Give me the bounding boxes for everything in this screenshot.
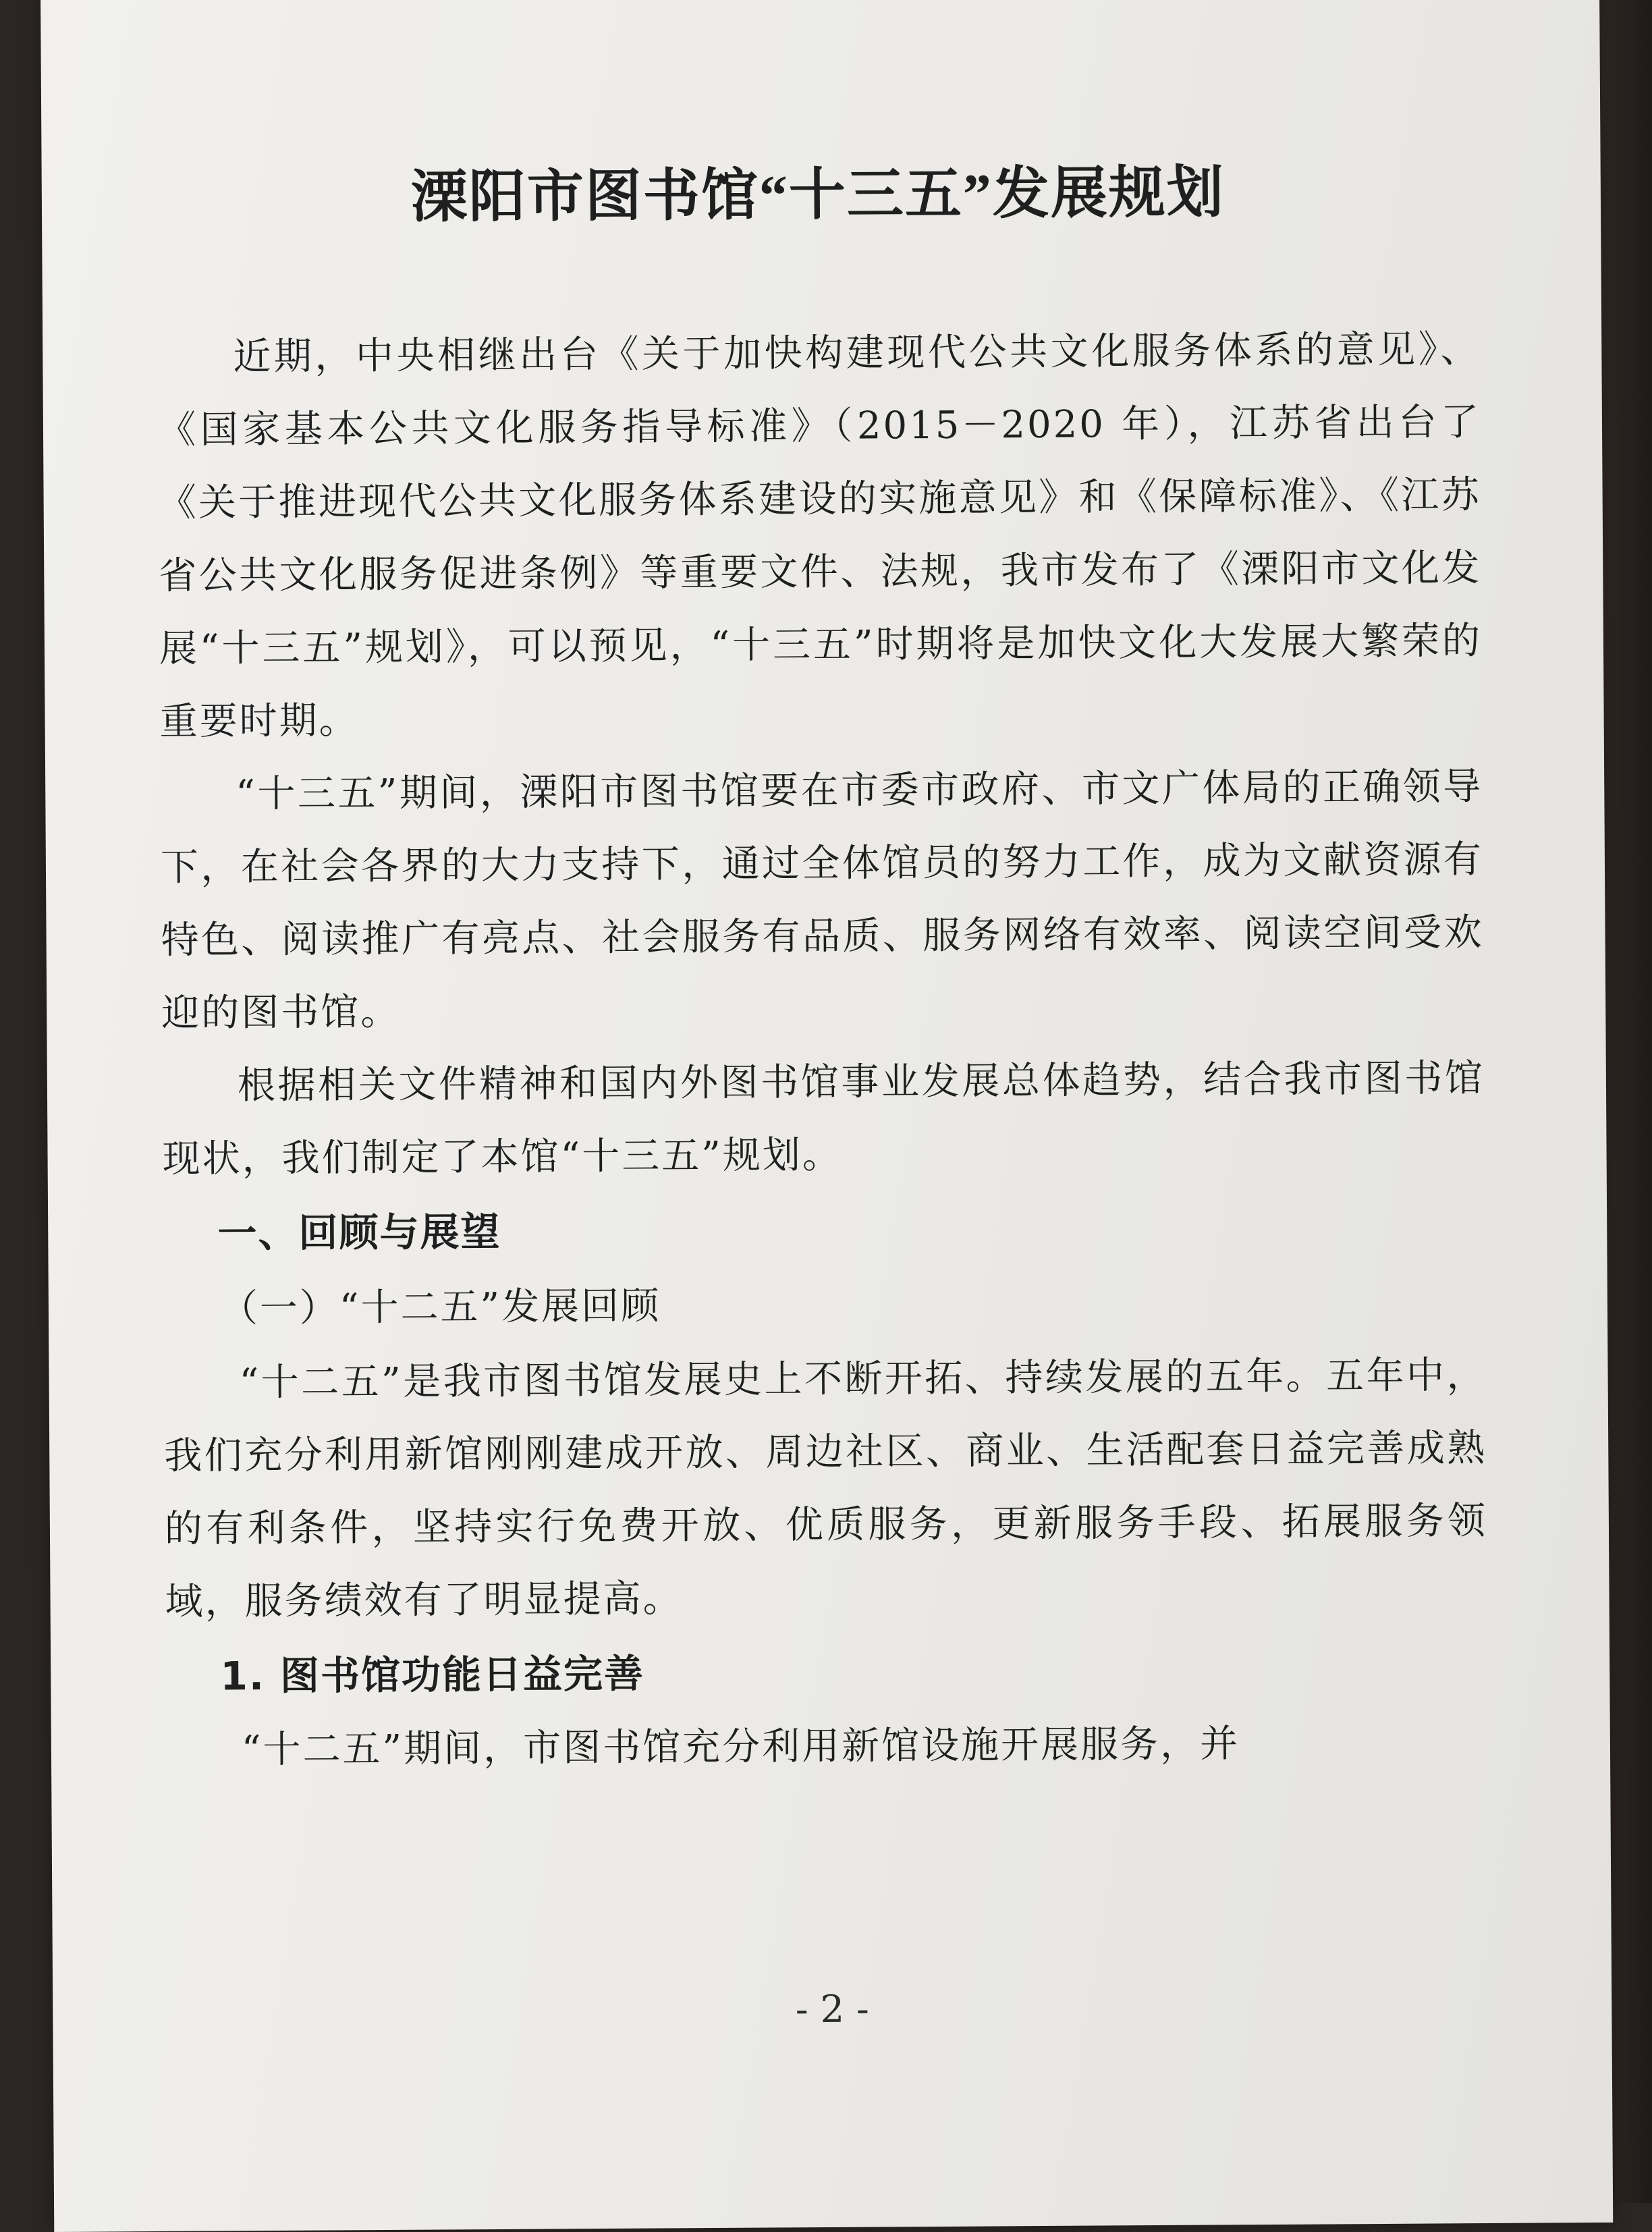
item-heading-library-function: 1. 图书馆功能日益完善 [220,1650,645,1699]
page-number: - 2 - [795,1987,870,2032]
section-heading-review: 一、回顾与展望 [217,1208,501,1257]
document-page [40,0,1613,2232]
subsection-paragraph: “十二五”是我市图书馆发展史上不断开拓、持续发展的五年。五年中，我们充分利用新馆刚刚建成开放、周边社区、商业、生活配套日益完善成熟的有利条件，坚持实行免费开放、优质服务，更新服务手段、拓展服务领域，服务绩效有了明显提高。 [164,1353,1488,1624]
intro-paragraph-1: 近期，中央相继出台《关于加快构建现代公共文化服务体系的意见》、《国家基本公共文化服务指导标准》（2015－2020 年），江苏省出台了《关于推进现代公共文化服务体系建设的实施意见》和《保障标准》、《江苏省公共文化服务促进条例》等重要文件、法规，我市发布了《溧阳市文化发展“十三五”规划》，可以预见，“十三五”时期将是加快文化大发展大繁荣的重要时期。 [157,327,1483,744]
document-body [157,158,1489,1787]
subsection-heading-12th-plan: （一）“十二五”发展回顾 [219,1284,661,1331]
item-paragraph: “十二五”期间，市图书馆充分利用新馆设施开展服务，并 [241,1722,1240,1772]
document-title: 溧阳市图书馆“十三五”发展规划 [410,161,1226,229]
intro-paragraph-2: “十三五”期间，溧阳市图书馆要在市委市政府、市文广体局的正确领导下，在社会各界的大力支持下，通过全体馆员的努力工作，成为文献资源有特色、阅读推广有亮点、社会服务有品质、服务网络有效率、阅读空间受欢迎的图书馆。 [160,765,1484,1035]
intro-paragraph-3: 根据相关文件精神和国内外图书馆事业发展总体趋势，结合我市图书馆现状，我们制定了本馆“十三五”规划。 [162,1056,1485,1181]
